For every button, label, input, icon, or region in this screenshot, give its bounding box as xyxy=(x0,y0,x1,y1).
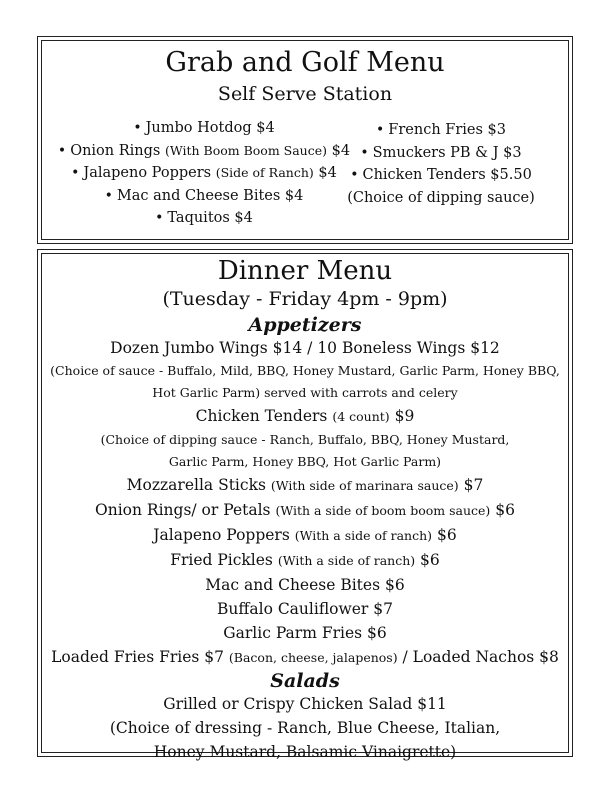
item-price: $6 xyxy=(415,551,440,569)
item-note: (4 count) xyxy=(332,409,390,424)
item-note: (With Boom Boom Sauce) xyxy=(164,142,327,158)
wings-note: (Choice of sauce - Buffalo, Mild, BBQ, Honey Mustard, Garlic Parm, Honey BBQ, xyxy=(50,363,560,378)
item-name: Loaded Fries Fries $7 xyxy=(51,648,229,666)
tenders-note: (Choice of dipping sauce - Ranch, Buffalo, BBQ, Honey Mustard, xyxy=(100,432,510,447)
item-name: Onion Rings/ or Petals xyxy=(95,501,276,519)
menu-item xyxy=(338,164,544,187)
item-name: Smuckers PB & J $3 xyxy=(372,144,522,161)
item-name: Onion Rings xyxy=(70,142,165,159)
menu-item xyxy=(338,142,544,165)
item-name: Fried Pickles xyxy=(170,551,278,569)
bullet-icon: • xyxy=(376,122,385,138)
item-name: Jalapeno Poppers xyxy=(153,526,295,544)
item-name: Taquitos $4 xyxy=(167,210,253,226)
item-price: $7 xyxy=(458,476,484,494)
grab-right-column xyxy=(338,119,544,209)
item-note: (With side of marinara sauce) xyxy=(270,478,459,493)
fried-pickles-item xyxy=(38,548,572,573)
buffalo-cauliflower-item: Buffalo Cauliflower $7 xyxy=(216,600,393,618)
item-price: $4 xyxy=(313,165,337,181)
item-note: (Side of Ranch) xyxy=(215,165,314,180)
garlic-parm-fries-item: Garlic Parm Fries $6 xyxy=(223,624,387,642)
grab-menu-title: Grab and Golf Menu xyxy=(165,47,445,78)
item-price: $6 xyxy=(490,501,515,519)
item-price: $6 xyxy=(432,526,457,544)
item-note: (Bacon, cheese, jalapenos) xyxy=(228,650,398,665)
bullet-icon: • xyxy=(360,144,369,161)
dinner-menu-hours: (Tuesday - Friday 4pm - 9pm) xyxy=(162,288,448,310)
item-name: Mac and Cheese Bites $4 xyxy=(116,187,304,204)
item-name: Jumbo Hotdog $4 xyxy=(145,120,275,136)
menu-item xyxy=(44,185,364,208)
dinner-menu-title: Dinner Menu xyxy=(217,256,393,286)
item-name: Chicken Tenders xyxy=(195,407,333,425)
item-note: (With a side of ranch) xyxy=(294,528,433,543)
item-name: French Fries $3 xyxy=(388,122,506,138)
item-note: (With a side of boom boom sauce) xyxy=(275,503,491,518)
menu-item xyxy=(44,207,364,230)
menu-item xyxy=(338,119,544,142)
item-price: $4 xyxy=(327,142,351,159)
onion-rings-item xyxy=(38,498,572,523)
mac-cheese-item: Mac and Cheese Bites $6 xyxy=(205,576,405,594)
grab-left-column xyxy=(44,117,364,230)
tenders-item xyxy=(38,404,572,429)
bullet-icon: • xyxy=(104,187,113,204)
bullet-icon: • xyxy=(155,210,164,226)
wings-note: Hot Garlic Parm) served with carrots and celery xyxy=(152,385,458,400)
bullet-icon: • xyxy=(350,167,359,183)
item-price: $9 xyxy=(389,407,415,425)
mozzarella-item xyxy=(38,473,572,498)
menu-item xyxy=(44,140,364,163)
bullet-icon: • xyxy=(57,142,67,159)
item-name: Mozzarella Sticks xyxy=(126,476,271,494)
item-note: (Choice of dipping sauce) xyxy=(347,189,535,206)
salad-note: Honey Mustard, Balsamic Vinaigrette) xyxy=(153,743,457,761)
item-name: Jalapeno Poppers xyxy=(83,165,216,181)
chicken-salad-item: Grilled or Crispy Chicken Salad $11 xyxy=(163,695,447,713)
menu-item xyxy=(44,117,364,140)
item-note: (With a side of ranch) xyxy=(277,553,416,568)
salad-note: (Choice of dressing - Ranch, Blue Cheese, Italian, xyxy=(109,719,501,737)
item-name: / Loaded Nachos $8 xyxy=(397,648,559,666)
salads-heading: Salads xyxy=(270,670,340,692)
bullet-icon: • xyxy=(133,120,142,136)
appetizers-heading: Appetizers xyxy=(248,314,362,336)
grab-menu-subtitle: Self Serve Station xyxy=(217,83,393,105)
wings-item: Dozen Jumbo Wings $14 / 10 Boneless Wings $12 xyxy=(110,339,500,357)
jalapeno-poppers-item xyxy=(38,523,572,548)
dinner-menu-items xyxy=(38,314,572,764)
bullet-icon: • xyxy=(71,165,80,181)
menu-item xyxy=(44,162,364,185)
dinner-menu-box xyxy=(37,249,573,761)
tenders-note: Garlic Parm, Honey BBQ, Hot Garlic Parm) xyxy=(168,454,442,469)
loaded-fries-item xyxy=(38,645,572,670)
grab-and-golf-menu-box xyxy=(37,36,573,244)
item-name: Chicken Tenders $5.50 xyxy=(362,167,532,183)
